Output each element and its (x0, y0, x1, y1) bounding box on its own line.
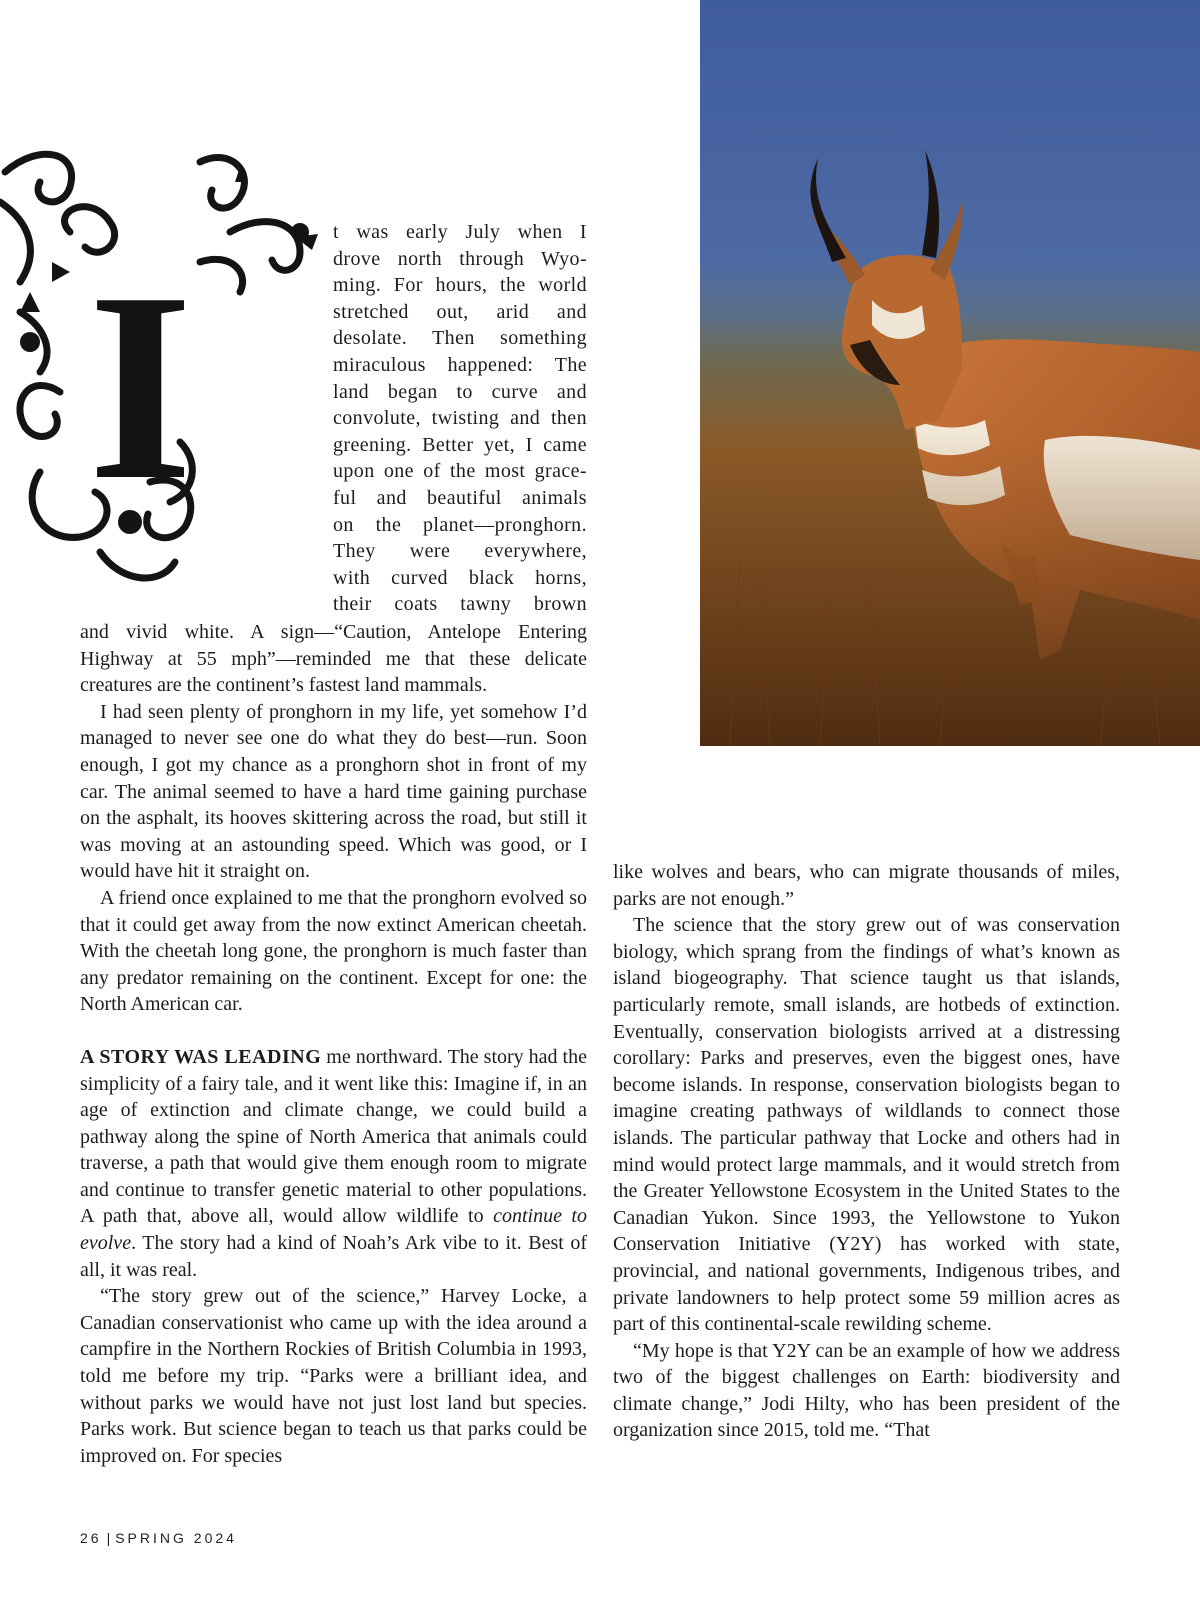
intro-line: desolate. Then something (333, 327, 587, 350)
issue-label: SPRING 2024 (115, 1530, 237, 1546)
intro-line: on the planet—pronghorn. (333, 513, 587, 536)
page-footer (80, 1530, 237, 1546)
paragraph: I had seen plenty of pronghorn in my life, yet somehow I’d managed to never see one do what they do best—run. Soon enough, I got my chance as a pronghorn shot in front of my car. The animal seemed to have a hard time gaining purchase on the asphalt, its hooves skittering across the road, but still it was moving at an astounding speed. Which was good, or I would have hit it straight on. (80, 700, 587, 883)
paragraph: “The story grew out of the science,” Harvey Locke, a Canadian conservationist who came up with the idea around a campfire in the Northern Rockies of British Columbia in 1993, told me before my trip. “Parks were a brilliant idea, and without parks we would have not just lost land but species. Parks work. But science began to teach us that parks could be improved on. For species (80, 1285, 587, 1467)
intro-line: stretched out, arid and (333, 300, 587, 323)
paragraph-text: . The story had a kind of Noah’s Ark vibe to it. Best of all, it was real. (80, 1232, 587, 1281)
intro-line: convolute, twisting and then (333, 407, 587, 430)
intro-line: ming. For hours, the world (333, 274, 587, 297)
paragraph-text: me northward. The story had the simplicity of a fairy tale, and it went like this: Imagine if, in an age of extinction and climate change, we could build a pathway along the spine of North America that animals could traverse, a path that would give them enough room to migrate and continue to transfer genetic material to other populations. A path that, above all, would allow wildlife to (80, 1045, 587, 1228)
emphasis-text: continue to evolve (80, 1205, 587, 1255)
intro-line: with curved black horns, (333, 566, 587, 589)
intro-line: drove north through Wyo- (333, 247, 587, 270)
paragraph: and vivid white. A sign—“Caution, Antelope Entering Highway at 55 mph”—reminded me that these delicate creatures are the continent’s fastest land mammals. (80, 621, 587, 697)
intro-line: ful and beautiful animals (333, 486, 587, 509)
drop-cap-letter (88, 237, 193, 536)
intro-line: land began to curve and (333, 380, 587, 403)
page-number: 26 (80, 1530, 102, 1546)
paragraph: A friend once explained to me that the pronghorn evolved so that it could get away from the now extinct American cheetah. With the cheetah long gone, the pronghorn is much faster than any predator remaining on the continent. Except for one: the North American car. (80, 886, 587, 1016)
paragraph: “My hope is that Y2Y can be an example of how we address two of the biggest challenges on Earth: biodiversity and climate change,” Jodi Hilty, who has been president of the organization since 2015, told me. “That (613, 1339, 1120, 1442)
paragraph: like wolves and bears, who can migrate thousands of miles, parks are not enough.” (613, 861, 1120, 910)
right-column (613, 859, 1120, 1444)
run-in-heading: A STORY WAS LEADING (80, 1045, 322, 1068)
pronghorn-photo (700, 0, 1200, 746)
intro-line: t was early July when I (333, 221, 587, 243)
left-column (80, 619, 587, 1469)
paragraph: The science that the story grew out of was conservation biology, which sprang from the findings of what’s known as island biogeography. That science taught us that islands, particularly remote, small islands, are hotbeds of extinction. Eventually, conservation biologists arrived at a distressing corollary: Parks and preserves, even the biggest ones, have become islands. In response, conservation biologists began to imagine creating pathways of wildlands to connect those islands. The particular pathway that Locke and others had in mind would protect large mammals, and it would stretch from the Greater Yellowstone Ecosystem in the United States to the Canadian Yukon. Since 1993, the Yellowstone to Yukon Conservation Initiative (Y2Y) has worked with state, provincial, and national governments, Indigenous tribes, and private landowners to help protect some 59 million acres as part of this continental-scale rewilding scheme. (613, 914, 1120, 1336)
section-paragraph (80, 1044, 587, 1283)
intro-text (333, 219, 587, 618)
intro-line: They were everywhere, (333, 540, 587, 563)
intro-line: greening. Better yet, I came (333, 433, 587, 456)
footer-separator: | (106, 1530, 111, 1546)
svg-text:I: I (88, 237, 194, 536)
intro-line: miraculous happened: The (333, 353, 587, 376)
ornamental-drop-cap (0, 142, 326, 612)
intro-line: upon one of the most grace- (333, 460, 587, 483)
intro-line: their coats tawny brown (333, 593, 587, 616)
